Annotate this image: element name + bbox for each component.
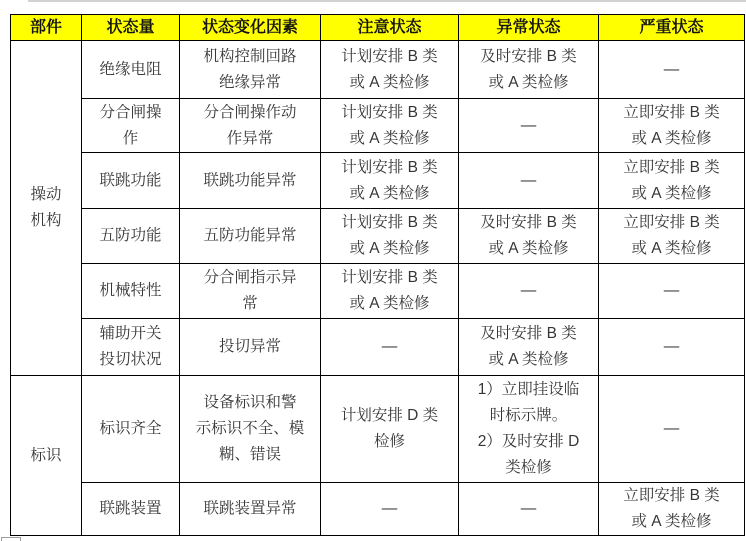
- table-row: [11, 153, 745, 209]
- cell-attention-state: 计划安排 B 类 或 A 类检修: [321, 209, 459, 264]
- partial-cell-artifact: [1, 537, 21, 541]
- cell-severe-state: —: [599, 319, 745, 376]
- header-cell-attention-state: 注意状态: [321, 15, 459, 41]
- cell-severe-state: —: [599, 376, 745, 483]
- cell-change-factor: 五防功能异常: [180, 209, 321, 264]
- table-row: [11, 41, 745, 99]
- cell-state-quantity: 辅助开关 投切状况: [82, 319, 180, 376]
- table-row: [11, 483, 745, 536]
- table-row: [11, 264, 745, 319]
- cell-change-factor: 设备标识和警 示标识不全、模 糊、错误: [180, 376, 321, 483]
- component-cell-labeling: 标识: [11, 376, 82, 536]
- cell-change-factor: 分合闸指示异 常: [180, 264, 321, 319]
- cell-abnormal-state: 1）立即挂设临 时标示牌。 2）及时安排 D 类检修: [459, 376, 599, 483]
- cell-severe-state: 立即安排 B 类 或 A 类检修: [599, 483, 745, 536]
- cell-abnormal-state: 及时安排 B 类 或 A 类检修: [459, 41, 599, 99]
- component-cell-operating-mechanism: 操动 机构: [11, 41, 82, 376]
- cell-state-quantity: 联跳功能: [82, 153, 180, 209]
- condition-maintenance-table: [10, 14, 745, 536]
- cell-attention-state: —: [321, 319, 459, 376]
- cell-change-factor: 联跳功能异常: [180, 153, 321, 209]
- table-row: [11, 99, 745, 153]
- cell-severe-state: —: [599, 41, 745, 99]
- cell-change-factor: 联跳装置异常: [180, 483, 321, 536]
- table-row: [11, 209, 745, 264]
- table-row: [11, 319, 745, 376]
- cell-state-quantity: 联跳装置: [82, 483, 180, 536]
- cell-severe-state: —: [599, 264, 745, 319]
- header-cell-state-quantity: 状态量: [82, 15, 180, 41]
- header-cell-abnormal-state: 异常状态: [459, 15, 599, 41]
- table-row: [11, 376, 745, 483]
- cell-abnormal-state: —: [459, 264, 599, 319]
- cell-attention-state: 计划安排 D 类 检修: [321, 376, 459, 483]
- cell-severe-state: 立即安排 B 类 或 A 类检修: [599, 209, 745, 264]
- cell-abnormal-state: 及时安排 B 类 或 A 类检修: [459, 209, 599, 264]
- cell-abnormal-state: —: [459, 483, 599, 536]
- cell-abnormal-state: —: [459, 153, 599, 209]
- cell-attention-state: —: [321, 483, 459, 536]
- cell-state-quantity: 机械特性: [82, 264, 180, 319]
- cell-change-factor: 机构控制回路 绝缘异常: [180, 41, 321, 99]
- cell-change-factor: 分合闸操作动 作异常: [180, 99, 321, 153]
- cell-attention-state: 计划安排 B 类 或 A 类检修: [321, 153, 459, 209]
- header-cell-component: 部件: [11, 15, 82, 41]
- cell-abnormal-state: —: [459, 99, 599, 153]
- cell-change-factor: 投切异常: [180, 319, 321, 376]
- header-cell-severe-state: 严重状态: [599, 15, 745, 41]
- top-edge-line: [28, 0, 746, 2]
- cell-state-quantity: 绝缘电阻: [82, 41, 180, 99]
- cell-state-quantity: 分合闸操 作: [82, 99, 180, 153]
- cell-attention-state: 计划安排 B 类 或 A 类检修: [321, 264, 459, 319]
- cell-attention-state: 计划安排 B 类 或 A 类检修: [321, 99, 459, 153]
- cell-state-quantity: 标识齐全: [82, 376, 180, 483]
- cell-abnormal-state: 及时安排 B 类 或 A 类检修: [459, 319, 599, 376]
- header-row: [11, 15, 745, 41]
- header-cell-change-factor: 状态变化因素: [180, 15, 321, 41]
- cell-attention-state: 计划安排 B 类 或 A 类检修: [321, 41, 459, 99]
- cell-severe-state: 立即安排 B 类 或 A 类检修: [599, 99, 745, 153]
- cell-severe-state: 立即安排 B 类 或 A 类检修: [599, 153, 745, 209]
- cell-state-quantity: 五防功能: [82, 209, 180, 264]
